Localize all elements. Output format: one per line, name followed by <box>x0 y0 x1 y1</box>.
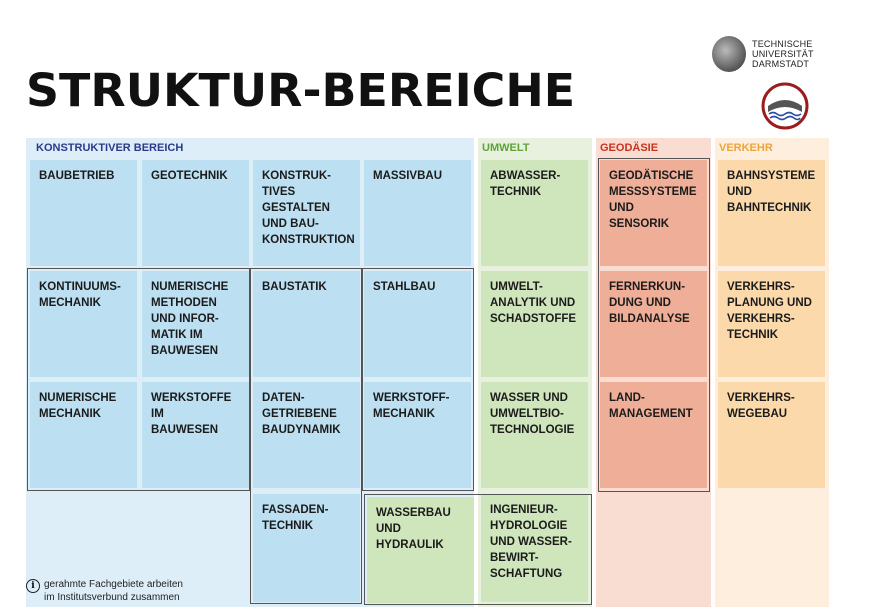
verbund-frame-statik <box>250 268 362 604</box>
verbund-frame-geodaesie <box>598 158 710 492</box>
verbund-frame-wasser <box>364 494 592 605</box>
cell-wasserbau: WASSERBAU UND HYDRAULIK <box>367 497 474 603</box>
verkehr-header: VERKEHR <box>719 142 773 154</box>
legend-note-line-1: gerahmte Fachgebiete arbeiten <box>44 579 183 590</box>
page-title: STRUKTUR-BEREICHE <box>26 64 576 117</box>
logo-head-icon <box>712 36 746 72</box>
cell-landmanagement: LAND- MANAGEMENT <box>600 382 707 488</box>
cell-numerische-methoden: NUMERISCHE METHODEN UND INFOR- MATIK IM BAUWESEN <box>142 271 249 377</box>
cell-geodaetische-messsysteme: GEODÄTISCHE MESSSYSTEME UND SENSORIK <box>600 160 707 266</box>
cell-numerische-mechanik: NUMERISCHE MECHANIK <box>30 382 137 488</box>
cell-baustatik: BAUSTATIK <box>253 271 360 377</box>
cell-verkehrsplanung: VERKEHRS- PLANUNG UND VERKEHRS- TECHNIK <box>718 271 825 377</box>
logo-line-2: UNIVERSITÄT <box>752 49 814 59</box>
cell-kontinuumsmechanik: KONTINUUMS- MECHANIK <box>30 271 137 377</box>
geodaesie-header: GEODÄSIE <box>600 142 659 154</box>
verbund-frame-stahlbau <box>362 268 474 491</box>
cell-werkstoffmechanik: WERKSTOFF- MECHANIK <box>364 382 471 488</box>
cell-fernerkundung: FERNERKUN- DUNG UND BILDANALYSE <box>600 271 707 377</box>
cell-verkehrswegebau: VERKEHRS- WEGEBAU <box>718 382 825 488</box>
cell-stahlbau: STAHLBAU <box>364 271 471 377</box>
department-seal-icon <box>760 82 810 130</box>
info-icon: i <box>26 579 40 593</box>
cell-ingenieurhydrologie: INGENIEUR- HYDROLOGIE UND WASSER- BEWIRT- SCHAFTUNG <box>481 494 588 602</box>
cell-fassadentechnik: FASSADEN- TECHNIK <box>253 494 360 602</box>
cell-konstruktives-gestalten: KONSTRUK- TIVES GESTALTEN UND BAU- KONSTRUKTION <box>253 160 360 266</box>
cell-werkstoffe: WERKSTOFFE IM BAUWESEN <box>142 382 249 488</box>
cell-baubetrieb: BAUBETRIEB <box>30 160 137 266</box>
logo-line-3: DARMSTADT <box>752 59 810 69</box>
cell-massivbau: MASSIVBAU <box>364 160 471 266</box>
legend-note <box>44 578 183 604</box>
cell-geotechnik: GEOTECHNIK <box>142 160 249 266</box>
cell-bahnsysteme: BAHNSYSTEME UND BAHNTECHNIK <box>718 160 825 266</box>
logo-line-1: TECHNISCHE <box>752 39 813 49</box>
logo-text <box>752 39 814 69</box>
verbund-frame-mechanik <box>27 268 250 491</box>
cell-datengetriebene-baudynamik: DATEN- GETRIEBENE BAUDYNAMIK <box>253 382 360 488</box>
legend-note-line-2: im Institutsverbund zusammen <box>44 592 180 603</box>
umwelt-header: UMWELT <box>482 142 530 154</box>
cell-wasser-umweltbiotechnologie: WASSER UND UMWELTBIO- TECHNOLOGIE <box>481 382 588 488</box>
cell-umweltanalytik: UMWELT- ANALYTIK UND SCHADSTOFFE <box>481 271 588 377</box>
konstruktiv-header: KONSTRUKTIVER BEREICH <box>36 142 184 154</box>
tu-darmstadt-logo <box>712 36 832 76</box>
cell-abwassertechnik: ABWASSER- TECHNIK <box>481 160 588 266</box>
